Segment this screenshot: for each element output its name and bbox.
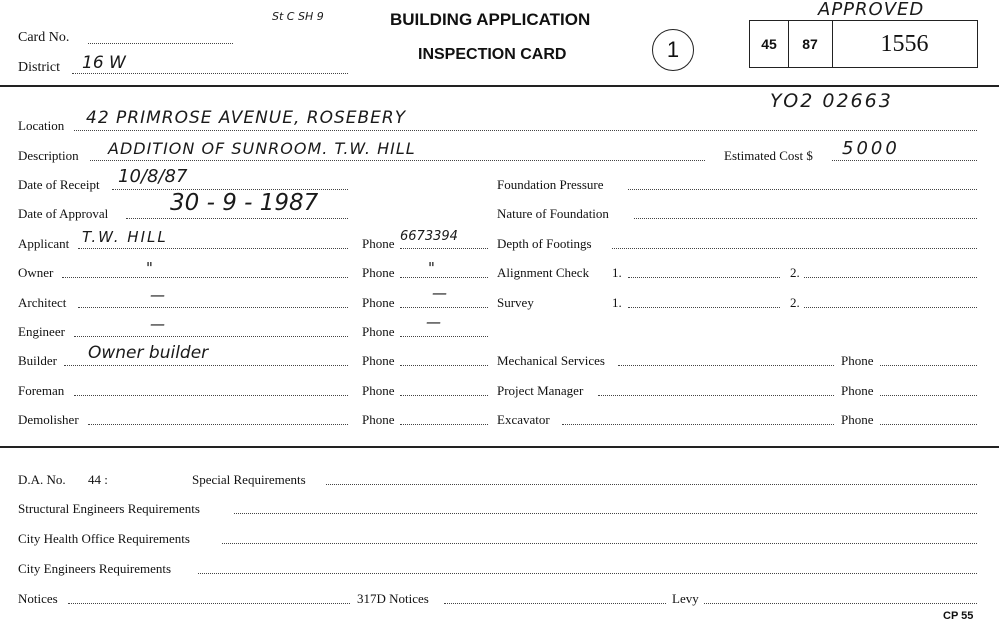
approval-label: Date of Approval <box>18 206 109 221</box>
owner-value: " <box>146 259 153 277</box>
architect-label: Architect <box>18 295 67 310</box>
circled-number-text: 1 <box>666 37 680 62</box>
levy-line <box>704 603 977 604</box>
nature-foundation-line <box>634 218 977 219</box>
architect-value: — <box>150 286 165 304</box>
applicant-phone-line <box>400 248 488 249</box>
foreman-phone-label: Phone <box>362 383 395 398</box>
form-subtitle: INSPECTION CARD <box>418 46 567 63</box>
card-no-label: Card No. <box>18 30 70 45</box>
foreman-phone-line <box>400 395 488 396</box>
structural-line <box>234 513 977 514</box>
survey-label: Survey <box>497 295 534 310</box>
depth-footings-label: Depth of Footings <box>497 236 592 251</box>
engineer-phone-line <box>400 336 488 337</box>
description-line <box>90 160 705 161</box>
city-engineers-label: City Engineers Requirements <box>18 561 172 576</box>
approval-value: 30 - 9 - 1987 <box>170 190 319 216</box>
special-requirements-label: Special Requirements <box>192 472 306 487</box>
demolisher-line <box>88 424 348 425</box>
location-line <box>74 130 977 131</box>
reference-box <box>749 20 978 68</box>
estimated-cost-label: Estimated Cost $ <box>724 148 813 163</box>
demolisher-phone-label: Phone <box>362 412 395 427</box>
owner-phone-line <box>400 277 488 278</box>
foundation-pressure-label: Foundation Pressure <box>497 177 604 192</box>
mechanical-label: Mechanical Services <box>497 353 605 368</box>
district-line <box>72 73 348 74</box>
circled-number <box>652 29 694 71</box>
mechanical-phone-line <box>880 365 977 366</box>
notices-317d-line <box>444 603 666 604</box>
engineer-line <box>74 336 348 337</box>
description-value: ADDITION OF SUNROOM. T.W. HILL <box>108 139 416 158</box>
project-manager-phone-line <box>880 395 977 396</box>
notices-line <box>68 603 350 604</box>
estimated-cost-value: 5000 <box>842 138 900 159</box>
builder-phone-line <box>400 365 488 366</box>
engineer-label: Engineer <box>18 324 65 339</box>
depth-footings-line <box>612 248 977 249</box>
mechanical-line <box>618 365 834 366</box>
project-manager-phone-label: Phone <box>841 383 874 398</box>
excavator-phone-label: Phone <box>841 412 874 427</box>
applicant-phone-value: 6673394 <box>400 229 458 244</box>
alignment-num-2: 2. <box>790 265 800 280</box>
description-label: Description <box>18 148 79 163</box>
engineer-phone-value: — <box>426 313 441 331</box>
approved-stamp: APPROVED <box>818 0 925 20</box>
alignment-label: Alignment Check <box>497 265 590 280</box>
owner-line <box>62 277 348 278</box>
alignment-line-1 <box>628 277 780 278</box>
location-label: Location <box>18 118 65 133</box>
notices-317d-label: 317D Notices <box>357 591 429 606</box>
receipt-label: Date of Receipt <box>18 177 100 192</box>
ref-cell-3: 1556 <box>880 30 929 57</box>
owner-phone-value: " <box>428 259 435 277</box>
district-label: District <box>18 60 60 75</box>
receipt-value: 10/8/87 <box>118 166 188 187</box>
survey-line-1 <box>628 307 780 308</box>
special-requirements-line <box>326 484 977 485</box>
demolisher-phone-line <box>400 424 488 425</box>
ref-cell-2: 87 <box>788 21 833 67</box>
foreman-line <box>74 395 348 396</box>
estimated-cost-line <box>832 160 977 161</box>
da-value: 44 : <box>88 472 108 487</box>
builder-line <box>64 365 348 366</box>
applicant-label: Applicant <box>18 236 70 251</box>
foreman-label: Foreman <box>18 383 65 398</box>
survey-line-2 <box>804 307 977 308</box>
form-code: CP 55 <box>943 610 974 622</box>
levy-label: Levy <box>672 591 699 606</box>
excavator-label: Excavator <box>497 412 550 427</box>
builder-label: Builder <box>18 353 57 368</box>
da-label: D.A. No. <box>18 472 66 487</box>
applicant-line <box>78 248 348 249</box>
applicant-phone-label: Phone <box>362 236 395 251</box>
structural-label: Structural Engineers Requirements <box>18 501 200 516</box>
health-line <box>222 543 977 544</box>
architect-phone-label: Phone <box>362 295 395 310</box>
location-value: 42 PRIMROSE AVENUE, ROSEBERY <box>86 108 407 128</box>
project-manager-label: Project Manager <box>497 383 584 398</box>
engineer-value: — <box>150 315 165 333</box>
mechanical-phone-label: Phone <box>841 353 874 368</box>
architect-phone-line <box>400 307 488 308</box>
demolisher-label: Demolisher <box>18 412 79 427</box>
architect-line <box>78 307 348 308</box>
ref-cell-1: 45 <box>750 21 789 67</box>
engineer-phone-label: Phone <box>362 324 395 339</box>
form-title: BUILDING APPLICATION <box>390 10 591 29</box>
architect-phone-value: — <box>432 284 447 302</box>
district-value: 16 W <box>82 53 126 73</box>
top-note: St C SH 9 <box>272 10 324 23</box>
owner-phone-label: Phone <box>362 265 395 280</box>
applicant-value: T.W. HILL <box>82 228 168 246</box>
alignment-num-1: 1. <box>612 265 622 280</box>
city-engineers-line <box>198 573 977 574</box>
excavator-line <box>562 424 834 425</box>
alignment-line-2 <box>804 277 977 278</box>
excavator-phone-line <box>880 424 977 425</box>
approval-line <box>126 218 348 219</box>
builder-phone-label: Phone <box>362 353 395 368</box>
file-number: YO2 02663 <box>770 90 893 112</box>
survey-num-1: 1. <box>612 295 622 310</box>
survey-num-2: 2. <box>790 295 800 310</box>
builder-value: Owner builder <box>88 343 209 363</box>
nature-foundation-label: Nature of Foundation <box>497 206 609 221</box>
owner-label: Owner <box>18 265 54 280</box>
header-rule <box>0 85 999 87</box>
project-manager-line <box>598 395 834 396</box>
section-rule <box>0 446 999 448</box>
health-label: City Health Office Requirements <box>18 531 190 546</box>
notices-label: Notices <box>18 591 58 606</box>
foundation-pressure-line <box>628 189 977 190</box>
card-no-line <box>88 43 233 44</box>
